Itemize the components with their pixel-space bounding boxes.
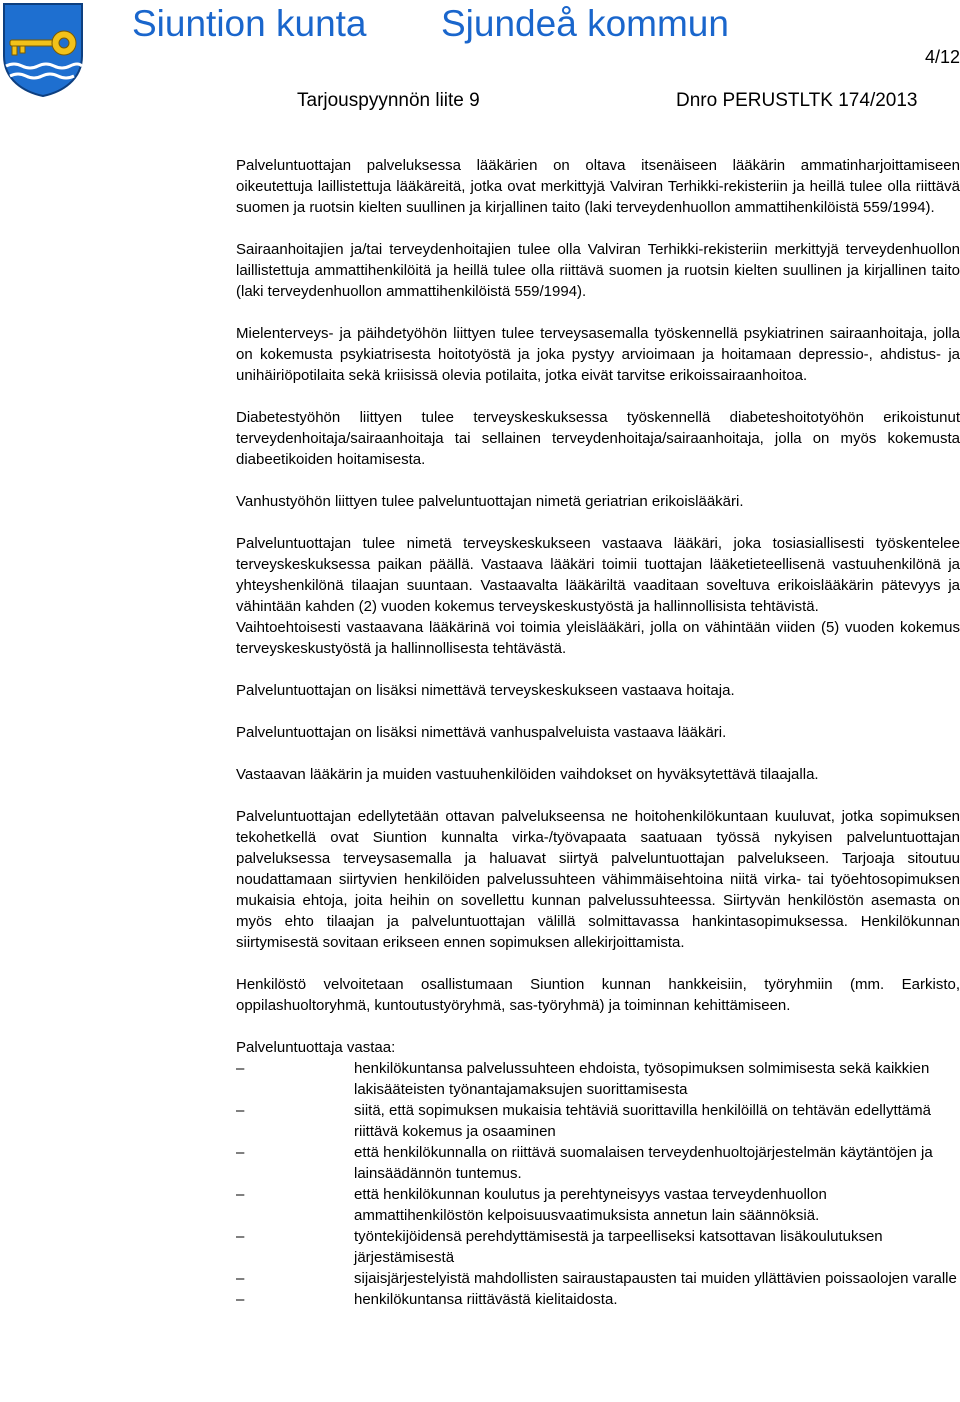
paragraph-staff-transfer: Palveluntuottajan edellytetään ottavan palvelukseensa ne hoitohenkilökuntaan kuuluvat, jotka sopimuksen tekohetkellä ovat Siuntion kunnalta virka-/työvapaata saatuaan työssä nykyisen palveluntuottajan palveluksessa terveysasemalla ja haluavat siirtyä palveluntuottajan palvelukseen. Tarjoaja sitoutuu noudattamaan siirtyvien henkilöiden palvelussuhteen vähimmäisehtoina niitä virka- tai työehtosopimuksen mukaisia ehtoja, joita heihin on sovellettu kunnan palvelussuhteessa. Siirtyvän henkilöstön asemasta on myös ehto tilaajan ja palveluntuottajan välillä solmittavassa hankintasopimuksessa. Henkilökunnan siirtymisestä sovitaan erikseen ennen sopimuksen allekirjoittamista. [236, 808, 960, 951]
organization-name-swedish: Sjundeå kommun [441, 3, 729, 44]
responsibilities-list [236, 1058, 960, 1310]
paragraph-nurses: Sairaanhoitajien ja/tai terveydenhoitajien tulee olla Valviran Terhikki-rekisteriin merkittyjä terveydenhuollon laillistettuja ammattihenkilöitä ja heillä tulee olla riittävä suomen ja ruotsin kielten suullinen ja kirjallinen taito (laki terveydenhuollon ammattihenkilöistä 559/1994). [236, 241, 960, 300]
paragraph-elderly-services-physician: Palveluntuottajan on lisäksi nimettävä vanhuspalveluista vastaava lääkäri. [236, 724, 727, 741]
list-item-text: sijaisjärjestelyistä mahdollisten sairaustapausten tai muiden yllättävien poissaolojen varalle [354, 1270, 957, 1287]
list-dash: – [236, 1060, 245, 1077]
list-item [236, 1100, 960, 1142]
paragraph-responsible-physician: Palveluntuottajan tulee nimetä terveyskeskukseen vastaava lääkäri, joka tosiasiallisesti työskentelee terveyskeskuksessa paikan päällä. Vastaava lääkäri toimii tuottajan lääketieteellisenä vastuuhenkilönä ja yhteyshenkilönä tilaajan suuntaan. Vastaavalta lääkäriltä vaaditaan soveltuva erikoislääkärin pätevyys ja vähintään kahden (2) vuoden kokemus terveyskeskustyöstä ja hallinnollisista tehtävistä. [236, 535, 960, 615]
paragraph-responsible-nurse: Palveluntuottajan on lisäksi nimettävä terveyskeskukseen vastaava hoitaja. [236, 682, 735, 699]
paragraph-geriatrics: Vanhustyöhön liittyen tulee palveluntuottajan nimetä geriatrian erikoislääkäri. [236, 493, 744, 510]
list-item-text: siitä, että sopimuksen mukaisia tehtäviä suorittavilla henkilöillä on tehtävän edellyttämä riittävä kokemus ja osaaminen [354, 1102, 931, 1140]
list-item [236, 1226, 960, 1268]
list-item [236, 1289, 960, 1310]
list-item-text: henkilökuntansa riittävästä kielitaidosta. [354, 1291, 618, 1308]
paragraph-participation: Henkilöstö velvoitetaan osallistumaan Siuntion kunnan hankkeisiin, työryhmiin (mm. Earkisto, oppilashuoltoryhmä, kuntoutustyöryhmä, sas-työryhmä) ja toiminnan kehittämiseen. [236, 976, 960, 1014]
paragraph-approval-of-changes: Vastaavan lääkärin ja muiden vastuuhenkilöiden vaihdokset on hyväksytettävä tilaajalla. [236, 766, 819, 783]
paragraph-mental-health: Mielenterveys- ja päihdetyöhön liittyen tulee terveysasemalla työskennellä psykiatrinen sairaanhoitaja, jolla on kokemusta psykiatrisesta hoitotyöstä ja joka pystyy arvioimaan ja hoitamaan depressio-, ahdistus- ja unihäiriöpotilaita sekä kriisissä olevia potilaita, jotka eivät tarvitse erikoissairaanhoitoa. [236, 325, 960, 384]
responsibilities-heading: Palveluntuottaja vastaa: [236, 1039, 396, 1056]
paragraph-diabetes: Diabetestyöhön liittyen tulee terveyskeskuksessa työskennellä diabeteshoitotyöhön erikoistunut terveydenhoitaja/sairaanhoitaja tai sellainen terveydenhoitaja/sairaanhoitaja, jolla on myös kokemusta diabeetikoiden hoitamisesta. [236, 409, 960, 468]
list-dash: – [236, 1186, 245, 1203]
page-number: 4/12 [924, 47, 960, 67]
document-title: Tarjouspyynnön liite 9 [297, 90, 480, 111]
list-item-text: työntekijöidensä perehdyttämisestä ja tarpeelliseksi katsottavan lisäkoulutuksen järjestämisestä [354, 1228, 883, 1266]
organization-name-finnish: Siuntion kunta [132, 3, 367, 44]
list-item [236, 1058, 960, 1100]
list-dash: – [236, 1102, 245, 1119]
list-item [236, 1142, 960, 1184]
document-reference: Dnro PERUSTLTK 174/2013 [676, 90, 918, 111]
paragraph-alternative-physician: Vaihtoehtoisesti vastaavana lääkärinä voi toimia yleislääkäri, jolla on vähintään viiden (5) vuoden kokemus terveyskeskustyöstä ja hallinnollisesta tehtävästä. [236, 619, 960, 657]
list-item [236, 1268, 960, 1289]
document-body [236, 155, 960, 1310]
list-item-text: henkilökuntansa palvelussuhteen ehdoista, työsopimuksen solmimisesta sekä kaikkien lakisääteisten työnantajamaksujen suorittamisesta [354, 1060, 930, 1098]
list-item [236, 1184, 960, 1226]
paragraph-physicians: Palveluntuottajan palveluksessa lääkärien on oltava itsenäiseen lääkärin ammatinharjoittamiseen oikeutettuja laillistettuja lääkäreitä, jotka ovat merkittyjä Valviran Terhikki-rekisteriin ja heillä tulee olla riittävä suomen ja ruotsin kielten suullinen ja kirjallinen taito (laki terveydenhuollon ammattihenkilöistä 559/1994). [236, 157, 960, 216]
list-dash: – [236, 1144, 245, 1161]
list-dash: – [236, 1228, 245, 1245]
list-item-text: että henkilökunnan koulutus ja perehtyneisyys vastaa terveydenhuollon ammattihenkilöstön kelpoisuusvaatimuksista annetun lain säännöksiä. [354, 1186, 827, 1224]
list-dash: – [236, 1270, 245, 1287]
coat-of-arms-icon [0, 0, 86, 98]
list-dash: – [236, 1291, 245, 1308]
list-item-text: että henkilökunnalla on riittävä suomalaisen terveydenhuoltojärjestelmän käytäntöjen ja lainsäädännön tuntemus. [354, 1144, 933, 1182]
